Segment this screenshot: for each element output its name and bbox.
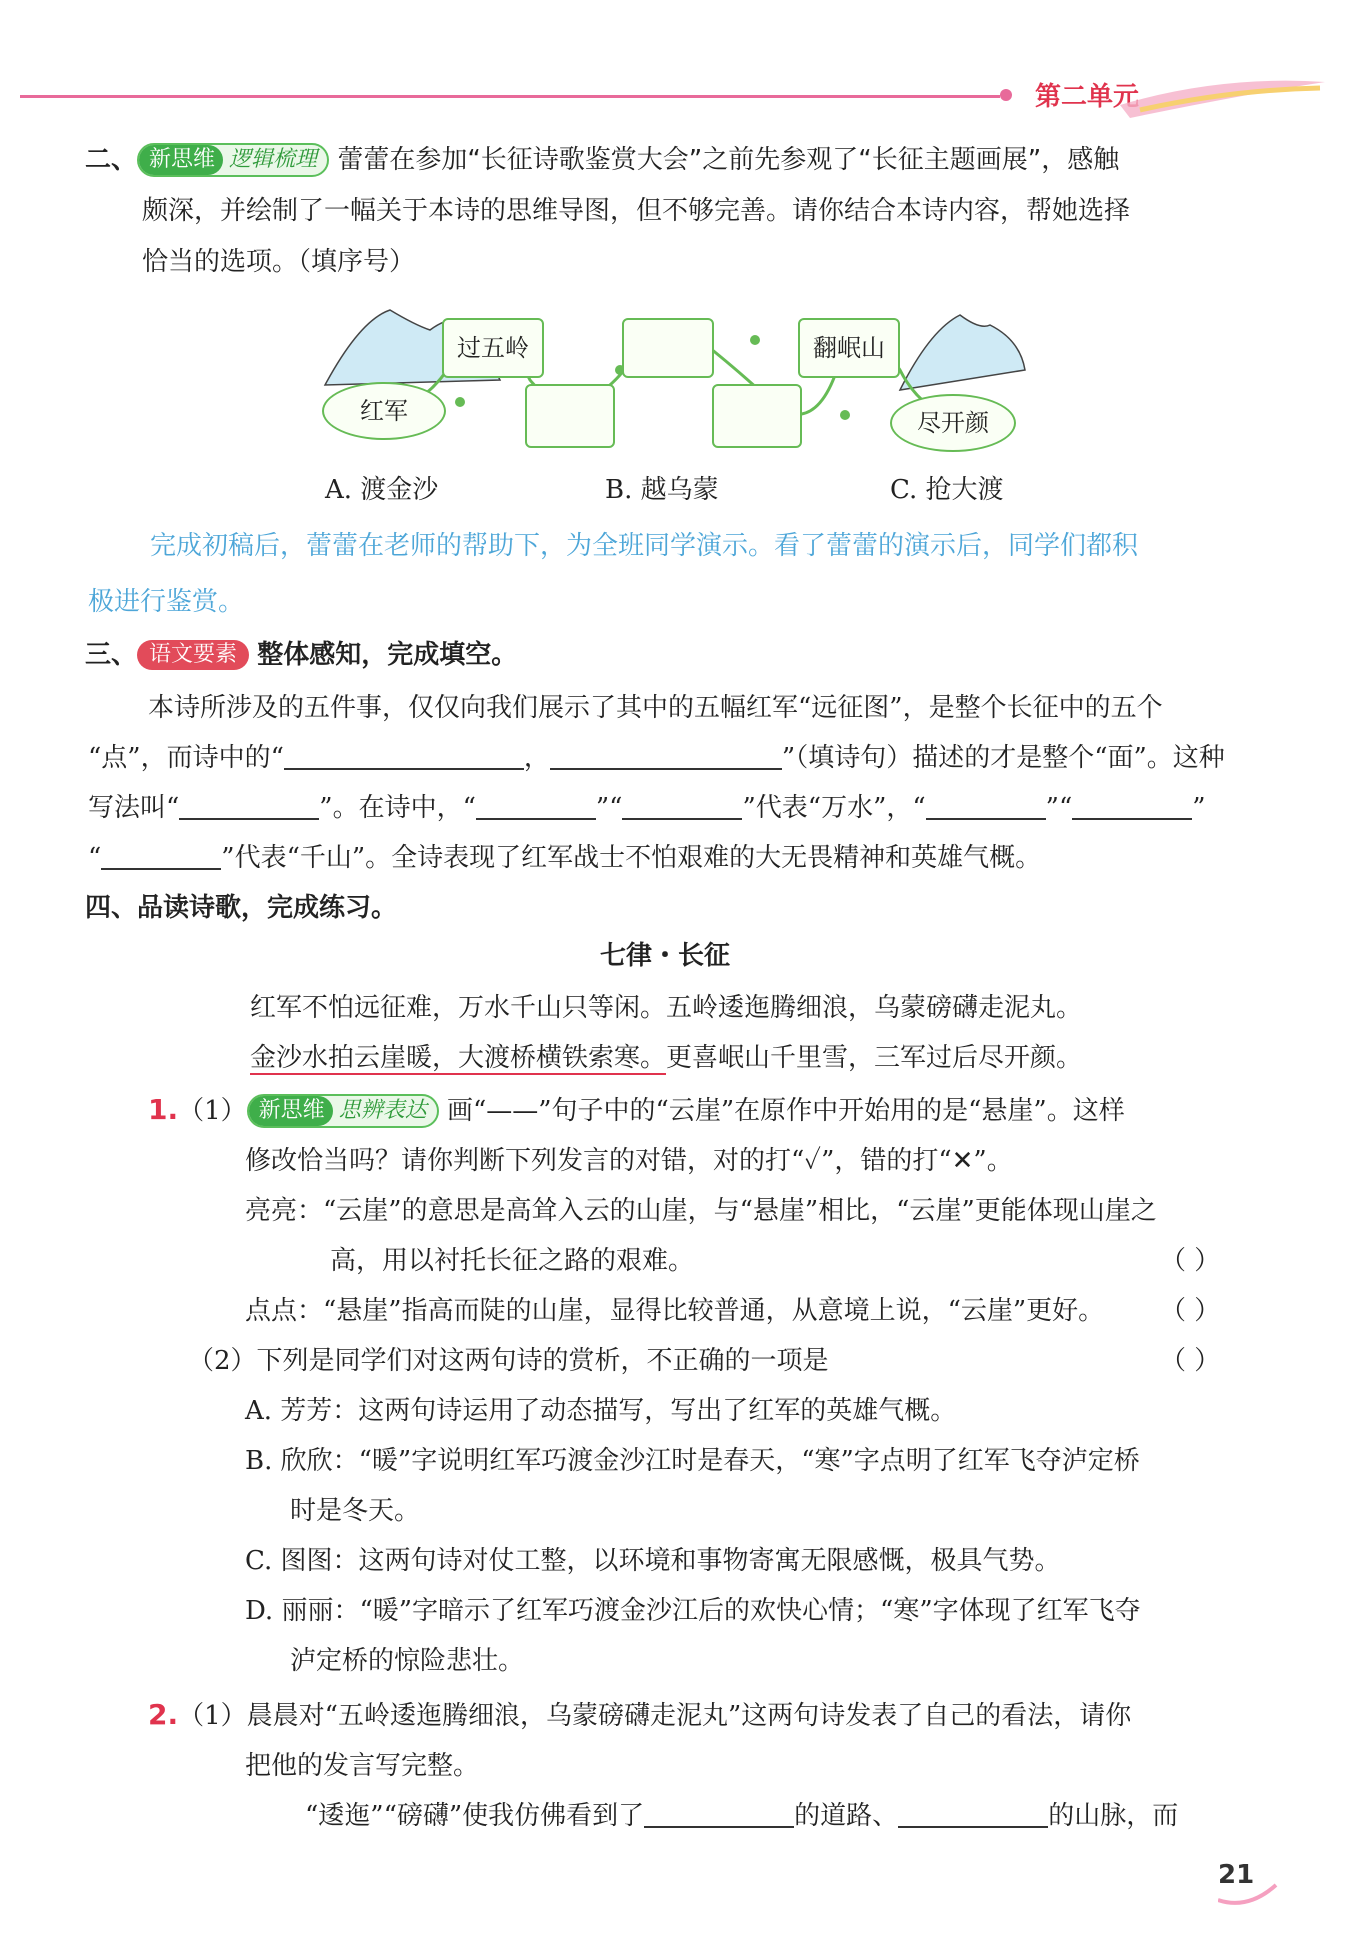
page-number-swoosh-icon <box>1218 1880 1278 1910</box>
q4-heading: 四、品读诗歌，完成练习。 <box>85 893 398 923</box>
q3-line3: 写法叫“ ”。在诗中，“ ”“ ”代表“万水”，“ ”“ ” <box>88 793 1206 823</box>
q2-line2: 颇深，并绘制了一幅关于本诗的思维导图，但不够完善。请你结合本诗内容，帮她选择 <box>142 196 1131 226</box>
q3-blank-8[interactable] <box>101 842 221 870</box>
q3-blank-4[interactable] <box>476 792 596 820</box>
transition-line1: 完成初稿后，蕾蕾在老师的帮助下，为全班同学演示。看了蕾蕾的演示后，同学们都积 <box>150 531 1139 561</box>
q3-line4: “ ”代表“千山”。全诗表现了红军战士不怕艰难的大无畏精神和英雄气概。 <box>88 843 1042 873</box>
q3-blank-1[interactable] <box>284 742 524 770</box>
q4-2-blank-1[interactable] <box>644 1800 794 1828</box>
option-c: C. 抢大渡 <box>890 475 1004 505</box>
q2-line3: 恰当的选项。（填序号） <box>142 247 416 277</box>
answer-paren-1[interactable]: （ ） <box>1160 1246 1221 1276</box>
statement-2: 点点：“悬崖”指高而陡的山崖，显得比较普通，从意境上说，“云崖”更好。 <box>245 1296 1105 1326</box>
q4-1-tag: 新思维 思辨表达 <box>247 1094 439 1128</box>
header-dot-icon <box>1000 89 1012 101</box>
poem-underlined: 金沙水拍云崖暖，大渡桥横铁索寒。 <box>250 1043 667 1073</box>
mindmap-start: 红军 <box>322 382 446 440</box>
q3-line1: 本诗所涉及的五件事，仅仅向我们展示了其中的五幅红军“远征图”，是整个长征中的五个 <box>148 693 1163 723</box>
q4-2-line3: “逶迤”“磅礴”使我仿佛看到了 的道路、 的山脉，而 <box>305 1801 1179 1831</box>
q3-heading: 三、 语文要素 整体感知，完成填空。 <box>85 640 518 670</box>
choice-a: A. 芳芳：这两句诗运用了动态描写，写出了红军的英雄气概。 <box>245 1396 957 1426</box>
mindmap-blank-2[interactable] <box>622 318 714 378</box>
q3-tag: 语文要素 <box>137 640 249 670</box>
mindmap-blank-3[interactable] <box>712 384 802 448</box>
q3-blank-5[interactable] <box>622 792 742 820</box>
q4-1-2-stem: （2）下列是同学们对这两句诗的赏析，不正确的一项是 <box>188 1346 829 1376</box>
mindmap-blank-1[interactable] <box>525 384 615 448</box>
header-rule <box>20 95 1000 98</box>
choice-d-line2: 泸定桥的惊险悲壮。 <box>290 1646 525 1676</box>
answer-paren-3[interactable]: （ ） <box>1160 1346 1221 1376</box>
answer-paren-2[interactable]: （ ） <box>1160 1296 1221 1326</box>
statement-1-line2: 高，用以衬托长征之路的艰难。 <box>330 1246 695 1276</box>
q4-2-blank-2[interactable] <box>898 1800 1048 1828</box>
statement-1-line1: 亮亮：“云崖”的意思是高耸入云的山崖，与“悬崖”相比，“云崖”更能体现山崖之 <box>245 1196 1157 1226</box>
q2-number: 二、 <box>85 145 138 175</box>
q3-blank-6[interactable] <box>926 792 1046 820</box>
choice-b-line2: 时是冬天。 <box>290 1496 421 1526</box>
choice-d-line1: D. 丽丽：“暖”字暗示了红军巧渡金沙江后的欢快心情；“寒”字体现了红军飞夺 <box>245 1596 1141 1626</box>
mindmap-node-2: 翻岷山 <box>798 318 900 378</box>
q4-1-line2: 修改恰当吗？请你判断下列发言的对错，对的打“✓”，错的打“✕”。 <box>245 1146 1013 1176</box>
q3-blank-7[interactable] <box>1072 792 1192 820</box>
q3-blank-2[interactable] <box>550 742 782 770</box>
mindmap-node-1: 过五岭 <box>442 318 544 378</box>
q2-tag: 新思维 逻辑梳理 <box>137 143 329 177</box>
header-swoosh-icon <box>1120 70 1330 120</box>
unit-label: 第二单元 <box>1035 82 1140 112</box>
q4-2-line1: 2.（1）晨晨对“五岭逶迤腾细浪，乌蒙磅礴走泥丸”这两句诗发表了自己的看法，请你 <box>148 1698 1132 1731</box>
choice-b-line1: B. 欣欣：“暖”字说明红军巧渡金沙江时是春天，“寒”字点明了红军飞夺泸定桥 <box>245 1446 1140 1476</box>
q3-line2: “点”，而诗中的“ ， ”（填诗句）描述的才是整个“面”。这种 <box>88 743 1225 773</box>
q4-1-line1: 1.（1） 新思维 思辨表达 画“——”句子中的“云崖”在原作中开始用的是“悬崖”。这样 <box>148 1093 1125 1126</box>
q3-blank-3[interactable] <box>179 792 319 820</box>
choice-c: C. 图图：这两句诗对仗工整，以环境和事物寄寓无限感慨，极具气势。 <box>245 1546 1061 1576</box>
q2-line1: 二、 新思维 逻辑梳理 蕾蕾在参加“长征诗歌鉴赏大会”之前先参观了“长征主题画展”，感触 <box>85 145 1120 175</box>
page-number: 21 <box>1218 1860 1255 1890</box>
transition-line2: 极进行鉴赏。 <box>88 587 245 617</box>
option-a: A. 渡金沙 <box>325 475 439 505</box>
poem-title: 七律・长征 <box>600 941 731 971</box>
mindmap-end: 尽开颜 <box>890 394 1016 452</box>
option-b: B. 越乌蒙 <box>605 475 719 505</box>
poem-line2: 金沙水拍云崖暖，大渡桥横铁索寒。更喜岷山千里雪，三军过后尽开颜。 <box>250 1043 1083 1073</box>
poem-line1: 红军不怕远征难，万水千山只等闲。五岭逶迤腾细浪，乌蒙磅礴走泥丸。 <box>250 993 1083 1023</box>
q4-2-line2: 把他的发言写完整。 <box>245 1751 480 1781</box>
